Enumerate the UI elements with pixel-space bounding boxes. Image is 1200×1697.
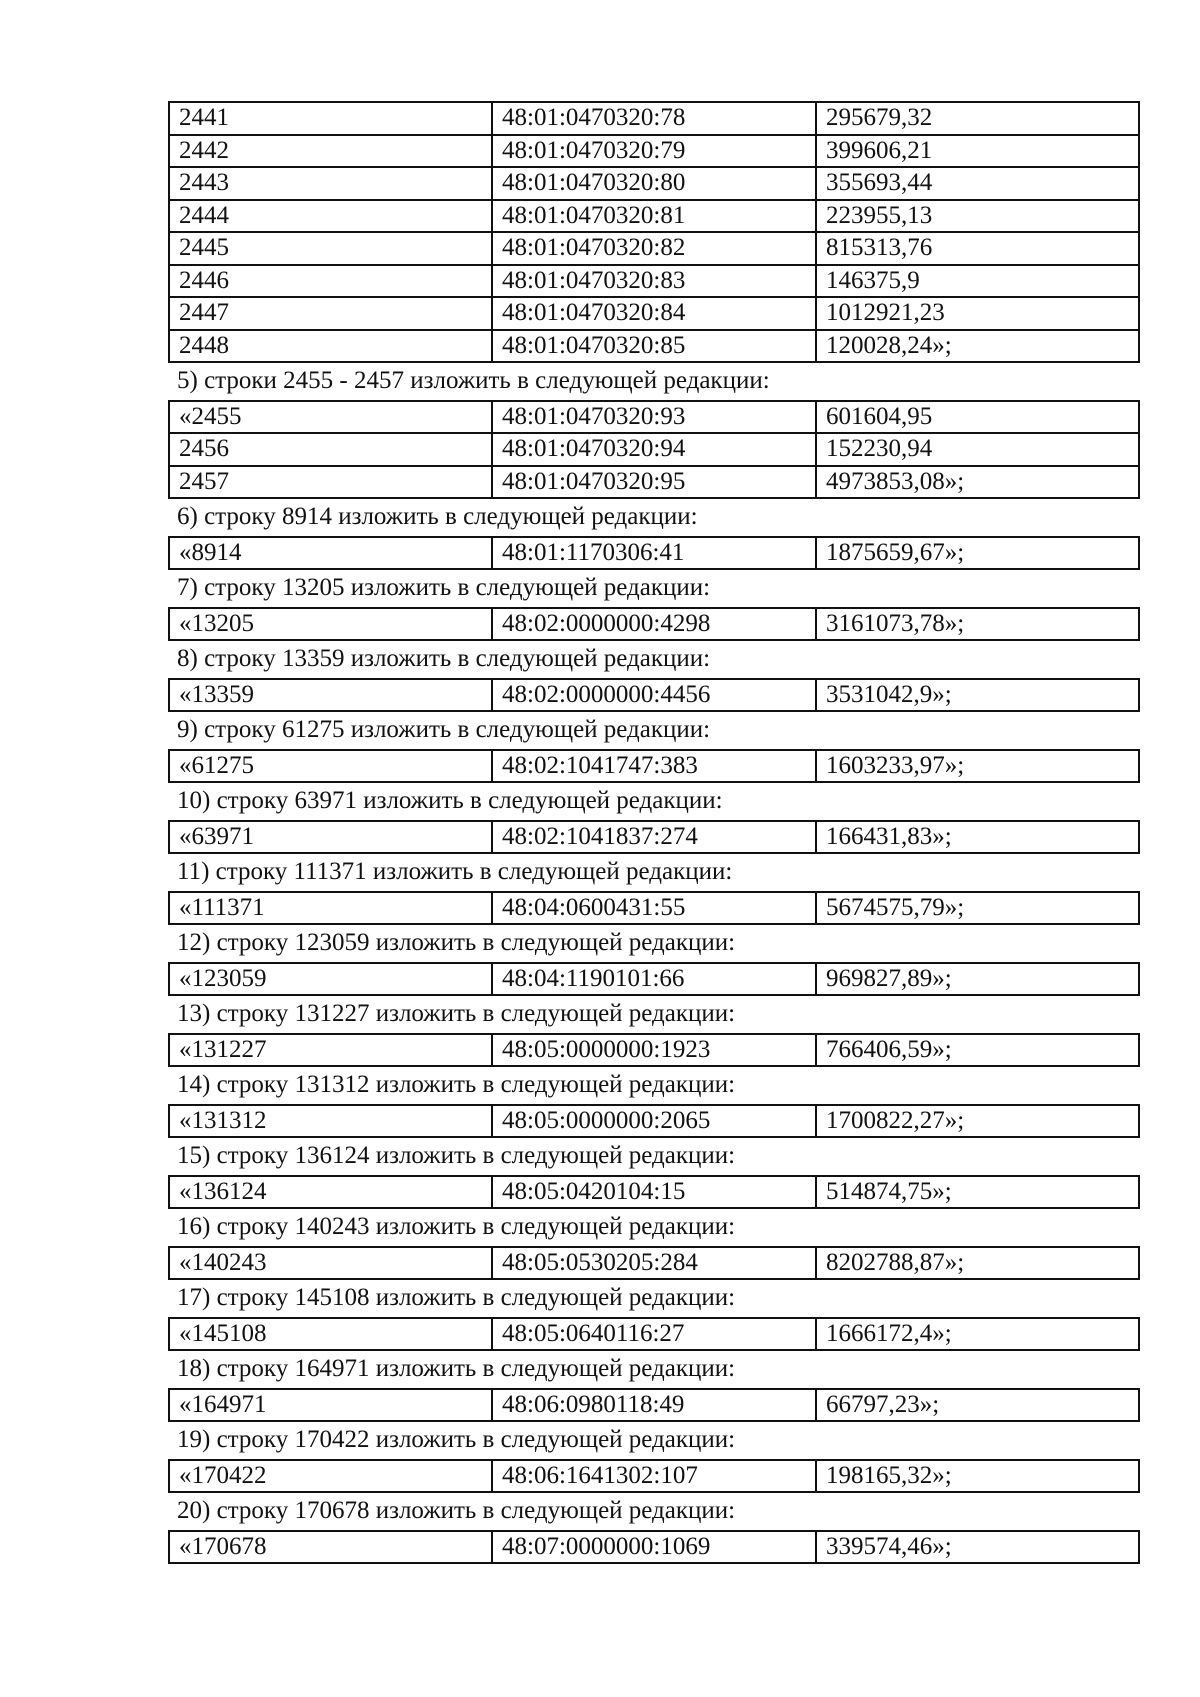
cadastral-value-cell: 8202788,87»; xyxy=(816,1247,1139,1280)
row-number-cell: «131227 xyxy=(169,1034,492,1067)
cadastral-value-cell: 1012921,23 xyxy=(816,297,1139,330)
cadastral-number-cell: 48:05:0530205:284 xyxy=(492,1247,816,1280)
table-row xyxy=(169,265,1139,298)
cadastral-value-cell: 969827,89»; xyxy=(816,963,1139,996)
amendment-instruction: 6) строку 8914 изложить в следующей редакции: xyxy=(177,503,698,530)
cadastral-number-cell: 48:01:1170306:41 xyxy=(492,537,816,570)
registry-table xyxy=(168,678,1140,713)
table-row xyxy=(169,1531,1139,1564)
amendment-instruction: 10) строку 63971 изложить в следующей редакции: xyxy=(177,787,723,814)
registry-table xyxy=(168,962,1140,997)
cadastral-value-cell: 223955,13 xyxy=(816,200,1139,233)
row-number-cell: «136124 xyxy=(169,1176,492,1209)
row-number-cell: «13359 xyxy=(169,679,492,712)
row-number-cell: «164971 xyxy=(169,1389,492,1422)
cadastral-value-cell: 5674575,79»; xyxy=(816,892,1139,925)
cadastral-number-cell: 48:05:0640116:27 xyxy=(492,1318,816,1351)
registry-table xyxy=(168,1459,1140,1494)
table-row xyxy=(169,167,1139,200)
cadastral-value-cell: 146375,9 xyxy=(816,265,1139,298)
cadastral-value-cell: 66797,23»; xyxy=(816,1389,1139,1422)
table-row xyxy=(169,401,1139,434)
row-number-cell: «131312 xyxy=(169,1105,492,1138)
row-number-cell: «170678 xyxy=(169,1531,492,1564)
cadastral-value-cell: 815313,76 xyxy=(816,232,1139,265)
row-number-cell: «61275 xyxy=(169,750,492,783)
table-row xyxy=(169,821,1139,854)
cadastral-number-cell: 48:01:0470320:84 xyxy=(492,297,816,330)
row-number-cell: «63971 xyxy=(169,821,492,854)
cadastral-number-cell: 48:02:0000000:4298 xyxy=(492,608,816,641)
amendment-instruction: 15) строку 136124 изложить в следующей редакции: xyxy=(177,1142,736,1169)
row-number-cell: «123059 xyxy=(169,963,492,996)
row-number-cell: «170422 xyxy=(169,1460,492,1493)
cadastral-number-cell: 48:02:0000000:4456 xyxy=(492,679,816,712)
amendment-instruction: 16) строку 140243 изложить в следующей редакции: xyxy=(177,1213,736,1240)
cadastral-number-cell: 48:01:0470320:83 xyxy=(492,265,816,298)
table-row xyxy=(169,232,1139,265)
cadastral-value-cell: 198165,32»; xyxy=(816,1460,1139,1493)
registry-table xyxy=(168,101,1140,363)
amendment-instruction: 13) строку 131227 изложить в следующей редакции: xyxy=(177,1000,736,1027)
table-row xyxy=(169,330,1139,363)
row-number-cell: 2457 xyxy=(169,466,492,499)
cadastral-number-cell: 48:06:1641302:107 xyxy=(492,1460,816,1493)
registry-table xyxy=(168,1175,1140,1210)
registry-table xyxy=(168,1104,1140,1139)
registry-table xyxy=(168,891,1140,926)
cadastral-number-cell: 48:01:0470320:79 xyxy=(492,135,816,168)
registry-table xyxy=(168,820,1140,855)
cadastral-value-cell: 766406,59»; xyxy=(816,1034,1139,1067)
table-row xyxy=(169,1105,1139,1138)
row-number-cell: «2455 xyxy=(169,401,492,434)
cadastral-number-cell: 48:07:0000000:1069 xyxy=(492,1531,816,1564)
cadastral-value-cell: 3161073,78»; xyxy=(816,608,1139,641)
row-number-cell: «8914 xyxy=(169,537,492,570)
cadastral-value-cell: 601604,95 xyxy=(816,401,1139,434)
row-number-cell: «13205 xyxy=(169,608,492,641)
table-row xyxy=(169,750,1139,783)
registry-table xyxy=(168,1388,1140,1423)
cadastral-value-cell: 514874,75»; xyxy=(816,1176,1139,1209)
cadastral-value-cell: 1875659,67»; xyxy=(816,537,1139,570)
cadastral-number-cell: 48:01:0470320:78 xyxy=(492,102,816,135)
cadastral-value-cell: 1666172,4»; xyxy=(816,1318,1139,1351)
cadastral-number-cell: 48:05:0000000:1923 xyxy=(492,1034,816,1067)
registry-table xyxy=(168,1246,1140,1281)
table-row xyxy=(169,963,1139,996)
table-row xyxy=(169,537,1139,570)
row-number-cell: 2447 xyxy=(169,297,492,330)
row-number-cell: 2444 xyxy=(169,200,492,233)
table-row xyxy=(169,135,1139,168)
cadastral-number-cell: 48:01:0470320:94 xyxy=(492,433,816,466)
amendment-instruction: 18) строку 164971 изложить в следующей редакции: xyxy=(177,1355,736,1382)
row-number-cell: 2448 xyxy=(169,330,492,363)
cadastral-number-cell: 48:04:0600431:55 xyxy=(492,892,816,925)
table-row xyxy=(169,679,1139,712)
amendment-instruction: 17) строку 145108 изложить в следующей редакции: xyxy=(177,1284,736,1311)
cadastral-value-cell: 399606,21 xyxy=(816,135,1139,168)
cadastral-value-cell: 3531042,9»; xyxy=(816,679,1139,712)
amendment-instruction: 7) строку 13205 изложить в следующей редакции: xyxy=(177,574,711,601)
amendment-instruction: 14) строку 131312 изложить в следующей редакции: xyxy=(177,1071,736,1098)
table-row xyxy=(169,892,1139,925)
table-row xyxy=(169,433,1139,466)
table-row xyxy=(169,102,1139,135)
row-number-cell: «145108 xyxy=(169,1318,492,1351)
table-row xyxy=(169,1034,1139,1067)
registry-table xyxy=(168,607,1140,642)
table-row xyxy=(169,1460,1139,1493)
table-row xyxy=(169,1389,1139,1422)
amendment-instruction: 8) строку 13359 изложить в следующей редакции: xyxy=(177,645,711,672)
amendment-instruction: 12) строку 123059 изложить в следующей редакции: xyxy=(177,929,736,956)
registry-table xyxy=(168,749,1140,784)
cadastral-number-cell: 48:05:0000000:2065 xyxy=(492,1105,816,1138)
row-number-cell: 2456 xyxy=(169,433,492,466)
cadastral-number-cell: 48:02:1041747:383 xyxy=(492,750,816,783)
cadastral-value-cell: 339574,46»; xyxy=(816,1531,1139,1564)
cadastral-number-cell: 48:01:0470320:85 xyxy=(492,330,816,363)
table-row xyxy=(169,608,1139,641)
cadastral-value-cell: 4973853,08»; xyxy=(816,466,1139,499)
cadastral-number-cell: 48:01:0470320:82 xyxy=(492,232,816,265)
registry-table xyxy=(168,536,1140,571)
registry-table xyxy=(168,400,1140,500)
registry-table xyxy=(168,1317,1140,1352)
cadastral-number-cell: 48:01:0470320:81 xyxy=(492,200,816,233)
table-row xyxy=(169,1247,1139,1280)
row-number-cell: 2442 xyxy=(169,135,492,168)
cadastral-value-cell: 152230,94 xyxy=(816,433,1139,466)
cadastral-value-cell: 120028,24»; xyxy=(816,330,1139,363)
cadastral-number-cell: 48:01:0470320:95 xyxy=(492,466,816,499)
cadastral-number-cell: 48:02:1041837:274 xyxy=(492,821,816,854)
cadastral-value-cell: 295679,32 xyxy=(816,102,1139,135)
amendment-instruction: 19) строку 170422 изложить в следующей редакции: xyxy=(177,1426,736,1453)
row-number-cell: 2446 xyxy=(169,265,492,298)
cadastral-number-cell: 48:01:0470320:93 xyxy=(492,401,816,434)
cadastral-number-cell: 48:04:1190101:66 xyxy=(492,963,816,996)
amendment-instruction: 20) строку 170678 изложить в следующей редакции: xyxy=(177,1497,736,1524)
amendment-instruction: 11) строку 111371 изложить в следующей редакции: xyxy=(177,858,733,885)
cadastral-number-cell: 48:06:0980118:49 xyxy=(492,1389,816,1422)
row-number-cell: «111371 xyxy=(169,892,492,925)
cadastral-number-cell: 48:01:0470320:80 xyxy=(492,167,816,200)
cadastral-number-cell: 48:05:0420104:15 xyxy=(492,1176,816,1209)
table-row xyxy=(169,466,1139,499)
cadastral-value-cell: 1603233,97»; xyxy=(816,750,1139,783)
row-number-cell: «140243 xyxy=(169,1247,492,1280)
row-number-cell: 2445 xyxy=(169,232,492,265)
table-row xyxy=(169,297,1139,330)
row-number-cell: 2441 xyxy=(169,102,492,135)
amendment-instruction: 9) строку 61275 изложить в следующей редакции: xyxy=(177,716,711,743)
registry-table xyxy=(168,1530,1140,1565)
table-row xyxy=(169,1176,1139,1209)
registry-table xyxy=(168,1033,1140,1068)
table-row xyxy=(169,200,1139,233)
document-page xyxy=(168,101,1138,1564)
amendment-instruction: 5) строки 2455 - 2457 изложить в следующей редакции: xyxy=(177,367,770,394)
row-number-cell: 2443 xyxy=(169,167,492,200)
cadastral-value-cell: 355693,44 xyxy=(816,167,1139,200)
cadastral-value-cell: 1700822,27»; xyxy=(816,1105,1139,1138)
cadastral-value-cell: 166431,83»; xyxy=(816,821,1139,854)
table-row xyxy=(169,1318,1139,1351)
